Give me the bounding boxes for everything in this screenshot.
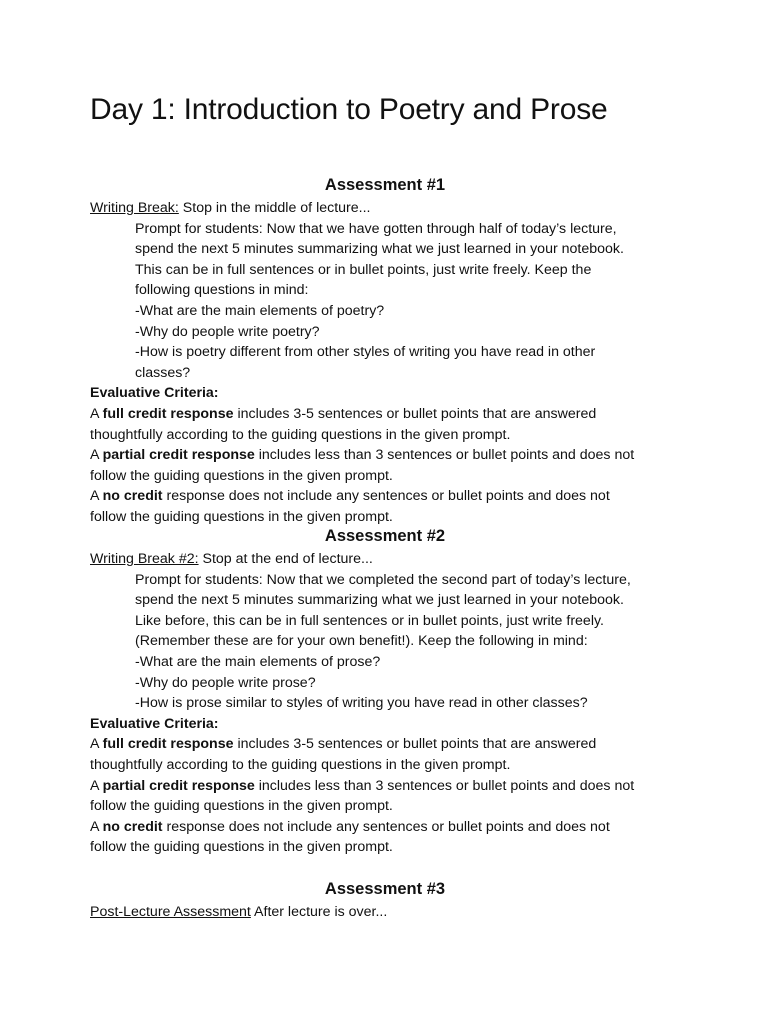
criteria-prefix: A [90, 818, 103, 835]
assessment-heading: Assessment #1 [324, 176, 446, 194]
writing-break-text: Stop in the middle of lecture... [178, 200, 371, 216]
criteria-text: response does not include any sentences or bullet points and does not [162, 488, 610, 505]
criteria-term: no credit [102, 818, 163, 835]
criteria-no-credit [90, 817, 680, 858]
criteria-text: includes 3-5 sentences or bullet points that are answered [233, 405, 597, 422]
criteria-line [90, 734, 680, 755]
criteria-text: includes 3-5 sentences or bullet points that are answered [233, 736, 597, 753]
writing-break-label: Writing Break #2: [90, 551, 199, 567]
criteria-line [90, 817, 680, 838]
criteria-prefix: A [90, 405, 103, 422]
writing-break-line [90, 549, 680, 570]
prompt-block [90, 570, 680, 714]
criteria-line: follow the guiding questions in the given prompt. [90, 839, 393, 856]
prompt-question: -What are the main elements of prose? [135, 653, 381, 670]
criteria-line: follow the guiding questions in the given prompt. [90, 467, 393, 484]
criteria-line: follow the guiding questions in the given prompt. [90, 508, 393, 525]
criteria-term: no credit [102, 488, 163, 505]
criteria-full-credit [90, 404, 680, 445]
criteria-partial-credit [90, 776, 680, 817]
criteria-line: follow the guiding questions in the given prompt. [90, 798, 393, 815]
post-lecture-text: After lecture is over... [250, 904, 388, 920]
criteria-prefix: A [90, 447, 103, 464]
criteria-prefix: A [90, 736, 103, 753]
criteria-label: Evaluative Criteria: [90, 385, 219, 402]
prompt-line: following questions in mind: [135, 282, 309, 299]
writing-break-label: Writing Break: [90, 200, 179, 216]
criteria-term: partial credit response [102, 777, 255, 794]
prompt-line: Like before, this can be in full sentences or in bullet points, just write freely. [135, 612, 604, 629]
writing-break-line [90, 902, 680, 923]
criteria-text: response does not include any sentences or bullet points and does not [162, 818, 610, 835]
prompt-question: -What are the main elements of poetry? [135, 302, 385, 319]
criteria-line: thoughtfully according to the guiding questions in the given prompt. [90, 426, 511, 443]
criteria-line [90, 445, 680, 466]
criteria-text: includes less than 3 sentences or bullet points and does not [254, 777, 635, 794]
prompt-question: -How is poetry different from other styles of writing you have read in other [135, 344, 596, 361]
criteria-text: includes less than 3 sentences or bullet points and does not [254, 447, 635, 464]
prompt-line: Prompt for students: Now that we have gotten through half of today’s lecture, [135, 220, 617, 237]
prompt-line: spend the next 5 minutes summarizing what we just learned in your notebook. [135, 241, 624, 258]
assessment-heading: Assessment #2 [324, 527, 446, 545]
prompt-question: -Why do people write poetry? [135, 323, 320, 340]
page-title: Day 1: Introduction to Poetry and Prose [90, 93, 608, 126]
writing-break-line [90, 198, 680, 219]
criteria-line [90, 776, 680, 797]
assessment-1 [90, 174, 680, 528]
criteria-line [90, 404, 680, 425]
prompt-line: spend the next 5 minutes summarizing what we just learned in your notebook. [135, 592, 624, 609]
criteria-full-credit [90, 734, 680, 775]
criteria-line: thoughtfully according to the guiding questions in the given prompt. [90, 756, 511, 773]
criteria-term: partial credit response [102, 447, 255, 464]
criteria-prefix: A [90, 777, 103, 794]
writing-break-text: Stop at the end of lecture... [198, 551, 373, 567]
prompt-question: classes? [135, 364, 191, 381]
prompt-line: This can be in full sentences or in bullet points, just write freely. Keep the [135, 261, 592, 278]
prompt-line: Prompt for students: Now that we completed the second part of today’s lecture, [135, 571, 631, 588]
assessment-2 [90, 525, 680, 858]
criteria-term: full credit response [102, 736, 234, 753]
post-lecture-label: Post-Lecture Assessment [90, 904, 251, 920]
prompt-question: -Why do people write prose? [135, 674, 316, 691]
criteria-label: Evaluative Criteria: [90, 715, 219, 732]
criteria-prefix: A [90, 488, 103, 505]
prompt-block [90, 219, 680, 384]
assessment-3 [90, 878, 680, 923]
criteria-line [90, 486, 680, 507]
assessment-heading: Assessment #3 [324, 880, 446, 898]
prompt-line: (Remember these are for your own benefit!). Keep the following in mind: [135, 633, 588, 650]
criteria-term: full credit response [102, 405, 234, 422]
criteria-partial-credit [90, 445, 680, 486]
prompt-question: -How is prose similar to styles of writing you have read in other classes? [135, 695, 588, 712]
criteria-no-credit [90, 486, 680, 527]
